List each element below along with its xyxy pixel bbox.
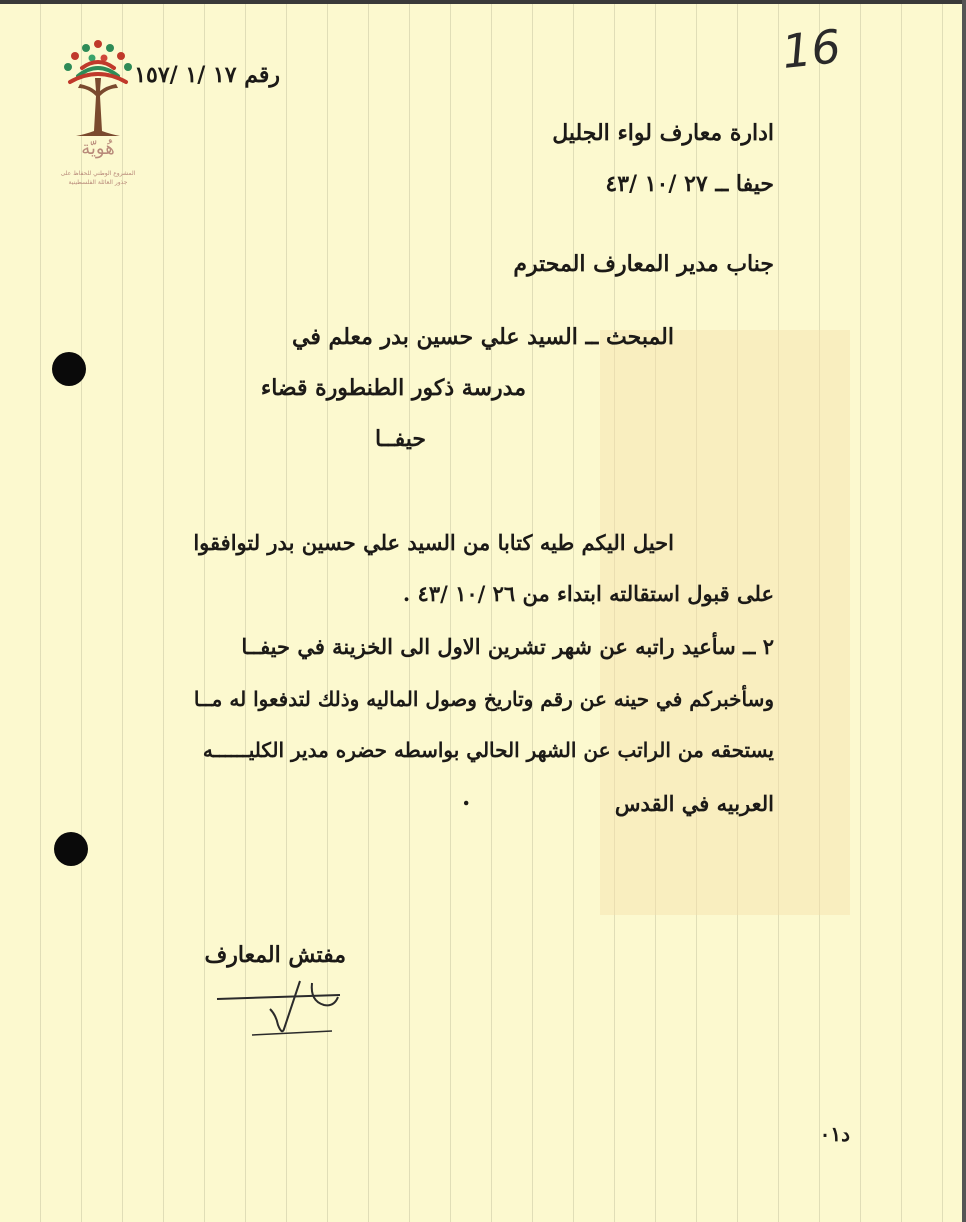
body-line-3: ٢ ــ سأعيد راتبه عن شهر تشرين الاول الى الخزينة في حيفــا — [241, 634, 774, 659]
body-line-2: على قبول استقالته ابتداء من ٢٦ /١٠ /٤٣ . — [402, 581, 774, 606]
subject-line-3: حيفــا — [375, 426, 426, 452]
scan-top-edge — [0, 0, 966, 4]
punch-hole-top — [52, 352, 86, 386]
page-number: 16 — [779, 19, 844, 79]
place-date: حيفا ــ ٢٧ /١٠ /٤٣ — [605, 171, 774, 197]
body-line-6: العربيه في القدس — [614, 791, 774, 816]
heritage-logo — [48, 36, 148, 196]
scan-right-edge — [962, 0, 966, 1222]
paper-stain — [600, 330, 850, 915]
subject-line-2: مدرسة ذكور الطنطورة قضاء — [260, 375, 526, 401]
signature-title: مفتش المعارف — [204, 942, 346, 968]
body-line-1: احيل اليكم طيه كتابا من السيد علي حسين بدر لتوافقوا — [193, 530, 674, 555]
reference-number: رقم ١٧ /١ /١٥٧ — [134, 62, 280, 88]
subject-line-1: المبحث ــ السيد علي حسين بدر معلم في — [292, 324, 674, 350]
body-line-4: وسأخبركم في حينه عن رقم وتاريخ وصول الماليه وذلك لتدفعوا له مــا — [193, 687, 774, 711]
punch-hole-bottom — [54, 832, 88, 866]
office-name: ادارة معارف لواء الجليل — [552, 120, 774, 146]
body-line-6-end: . — [462, 782, 471, 811]
logo-brand: هُويّة — [81, 138, 115, 159]
tree-logo-icon — [48, 36, 148, 146]
footer-mark: د٠١ — [819, 1122, 850, 1146]
logo-tagline-1: المشروع الوطني للحفاظ على — [60, 170, 136, 177]
salutation: جناب مدير المعارف المحترم — [513, 251, 774, 277]
body-line-5: يستحقه من الراتب عن الشهر الحالي بواسطه حضره مدير الكليــــــه — [202, 738, 774, 762]
logo-tagline-2: جذور العائلة الفلسطينية — [68, 179, 128, 186]
signature-scribble — [212, 975, 352, 1045]
